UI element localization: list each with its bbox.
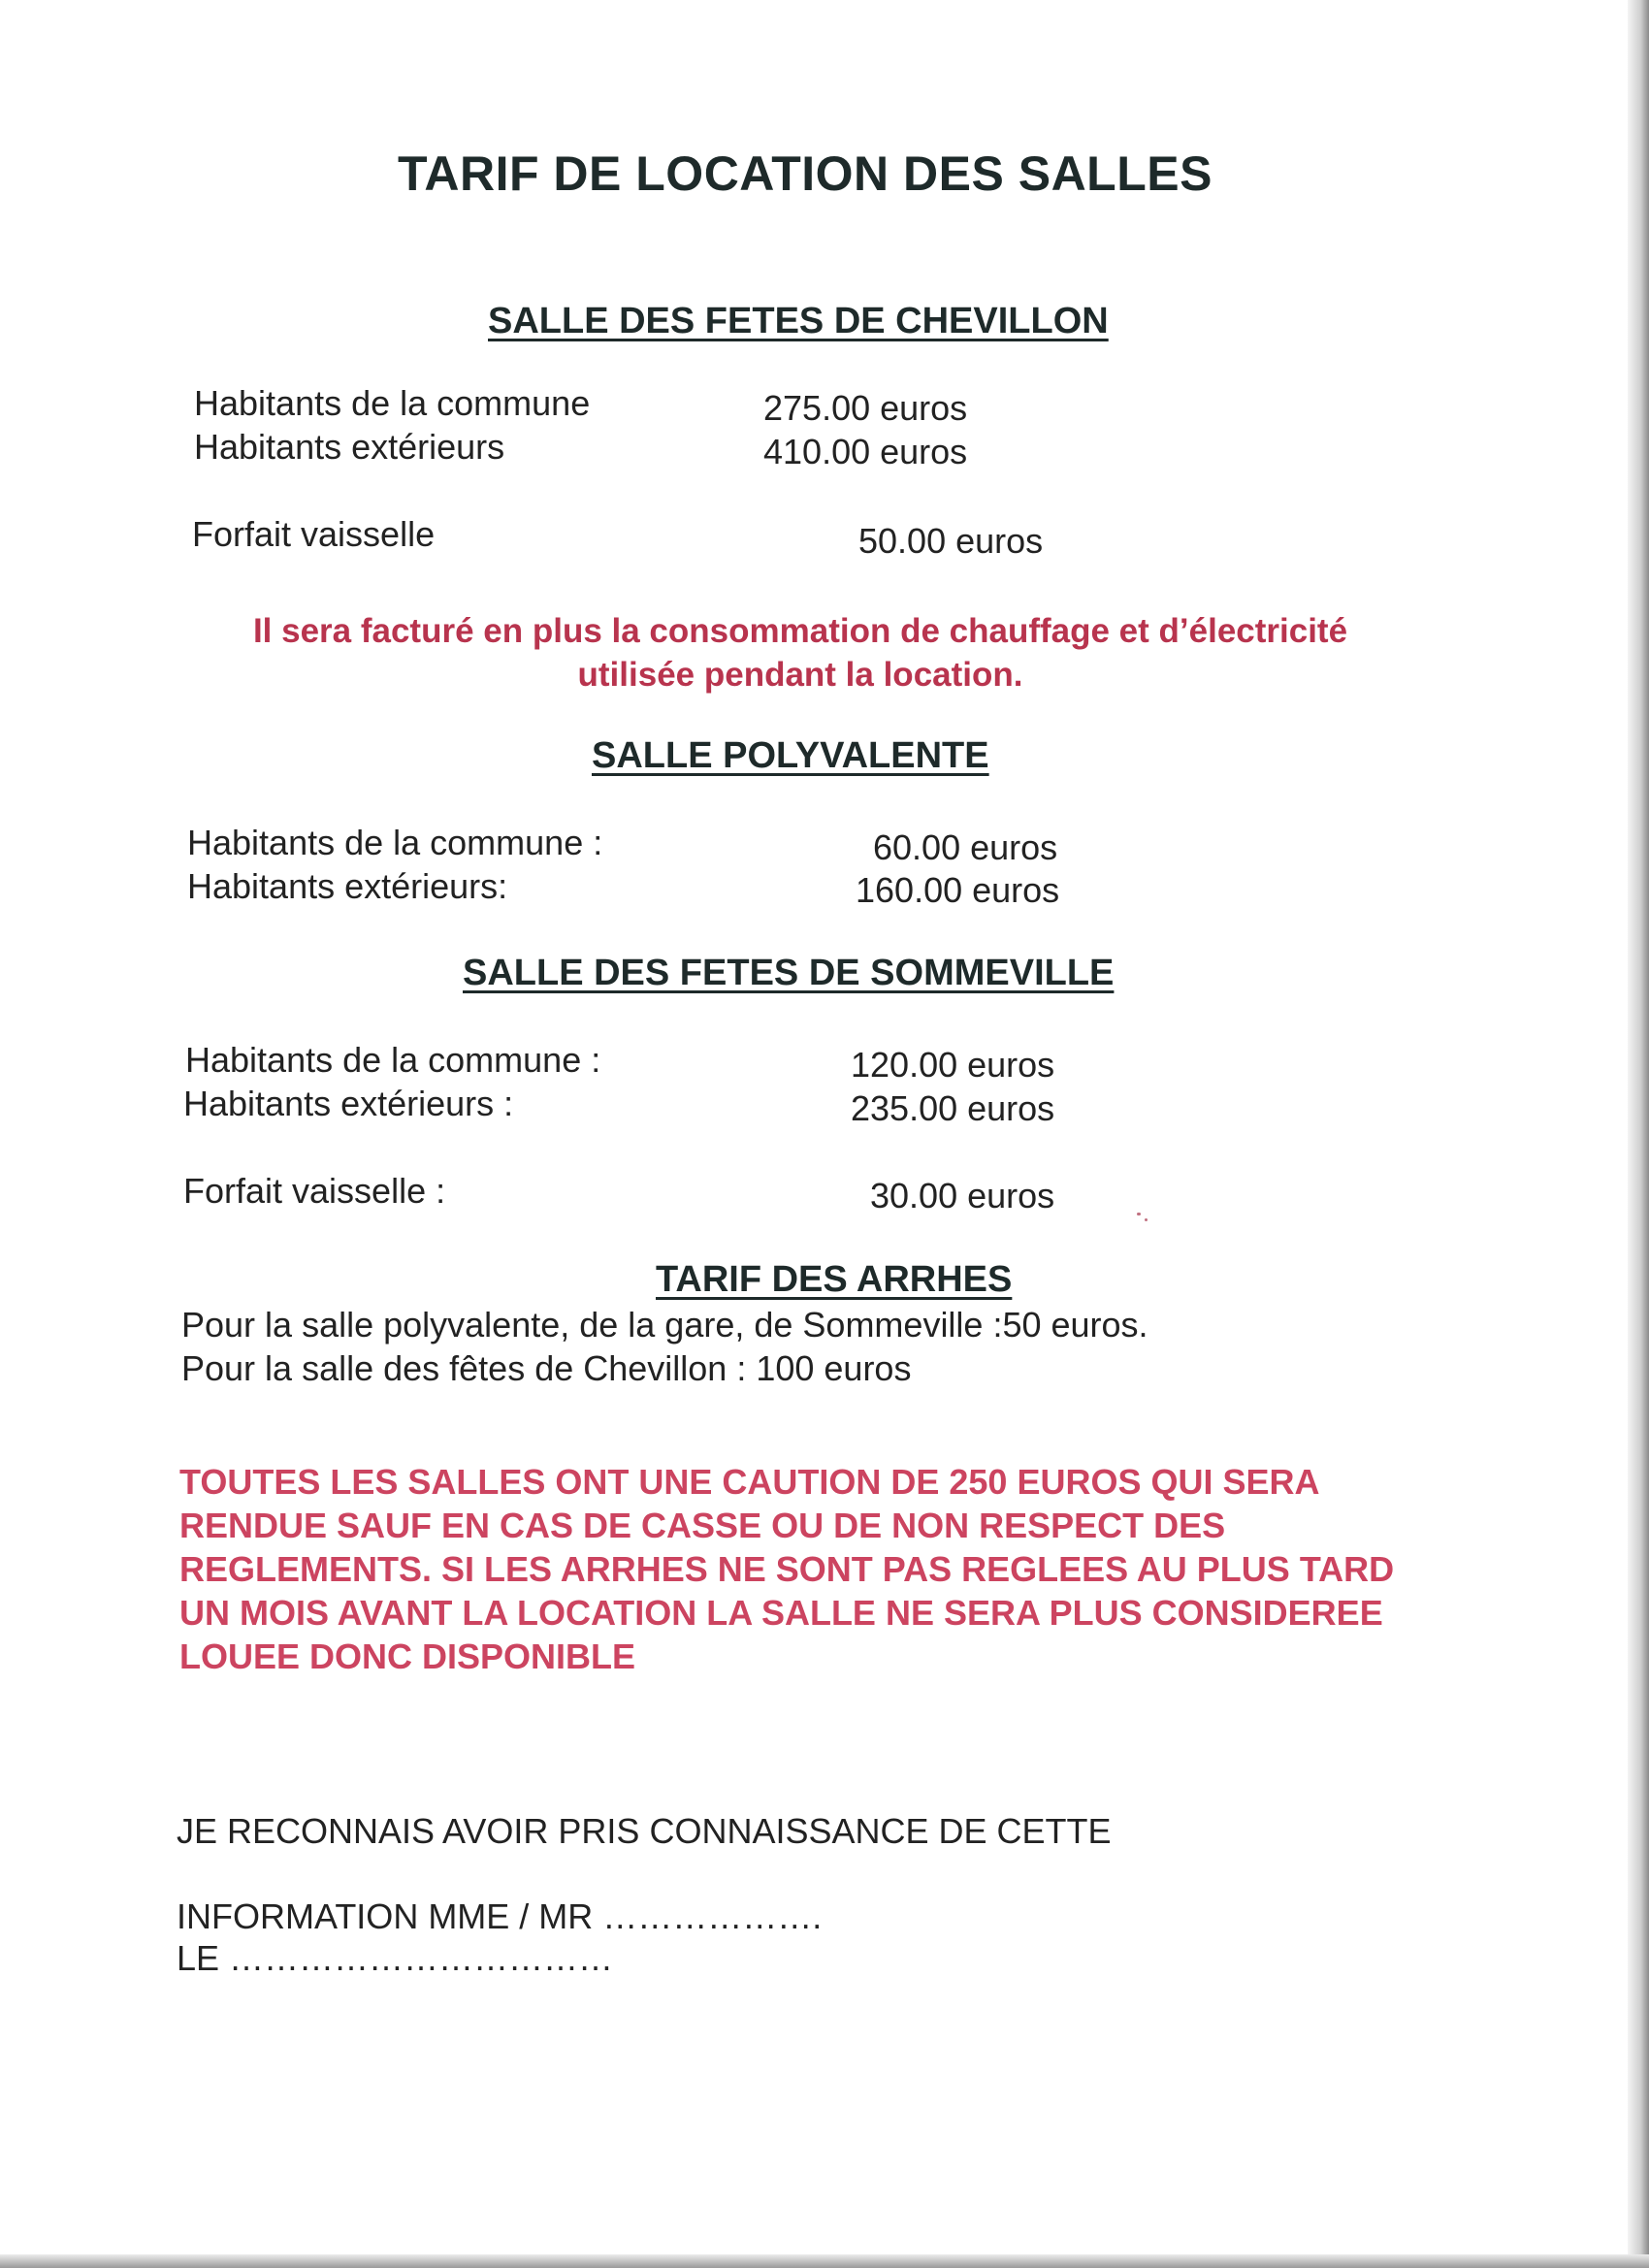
sommeville-vaisselle-label: Forfait vaisselle : xyxy=(183,1171,446,1211)
polyvalente-row-value: 160.00 euros xyxy=(856,870,1060,910)
chevillon-row-value: 275.00 euros xyxy=(763,388,968,428)
sommeville-row-label: Habitants de la commune : xyxy=(185,1040,601,1080)
polyvalente-row-label: Habitants de la commune : xyxy=(187,823,603,862)
heating-note: Il sera facturé en plus la consommation de chauffage et d’électricité utilisée pendant la location. xyxy=(252,612,1348,694)
page-title: TARIF DE LOCATION DES SALLES xyxy=(398,146,1212,201)
scan-edge-right xyxy=(1628,0,1649,2268)
chevillon-vaisselle-value: 50.00 euros xyxy=(858,521,1044,561)
scan-speck xyxy=(1145,1218,1148,1221)
acknowledgement-line: JE RECONNAIS AVOIR PRIS CONNAISSANCE DE CETTE xyxy=(177,1811,1112,1851)
sommeville-vaisselle-value: 30.00 euros xyxy=(870,1176,1055,1215)
arrhes-heading: TARIF DES ARRHES xyxy=(656,1259,1013,1300)
caution-warning: TOUTES LES SALLES ONT UNE CAUTION DE 250 EUROS QUI SERA RENDUE SAUF EN CAS DE CASSE OU DE NON RESPECT DES REGLEMENTS. SI LES ARRHES NE SONT PAS REGLEES AU PLUS TARD UN MOIS AVANT LA LOCATION LA SALLE NE SERA PLUS CONSIDEREE LOUEE DONC DISPONIBLE xyxy=(179,1462,1395,1676)
polyvalente-row-label: Habitants extérieurs: xyxy=(187,866,508,906)
arrhes-line: Pour la salle des fêtes de Chevillon : 100 euros xyxy=(181,1348,912,1388)
sommeville-row-label: Habitants extérieurs : xyxy=(183,1084,514,1123)
chevillon-row-label: Habitants de la commune xyxy=(194,383,591,423)
scan-edge-bottom xyxy=(0,2254,1649,2268)
chevillon-heading: SALLE DES FETES DE CHEVILLON xyxy=(488,301,1109,341)
acknowledgement-name-line: INFORMATION MME / MR ………………. xyxy=(177,1896,823,1936)
chevillon-row-value: 410.00 euros xyxy=(763,432,968,471)
sommeville-row-value: 120.00 euros xyxy=(851,1045,1055,1085)
sommeville-row-value: 235.00 euros xyxy=(851,1088,1055,1128)
polyvalente-row-value: 60.00 euros xyxy=(873,827,1058,867)
arrhes-line: Pour la salle polyvalente, de la gare, de Sommeville :50 euros. xyxy=(181,1305,1148,1345)
sommeville-heading: SALLE DES FETES DE SOMMEVILLE xyxy=(463,953,1115,993)
acknowledgement-date-line: LE …………………………… xyxy=(177,1938,614,1978)
chevillon-vaisselle-label: Forfait vaisselle xyxy=(192,514,436,554)
polyvalente-heading: SALLE POLYVALENTE xyxy=(592,735,989,776)
chevillon-row-label: Habitants extérieurs xyxy=(194,427,505,467)
scan-speck xyxy=(1137,1213,1141,1215)
